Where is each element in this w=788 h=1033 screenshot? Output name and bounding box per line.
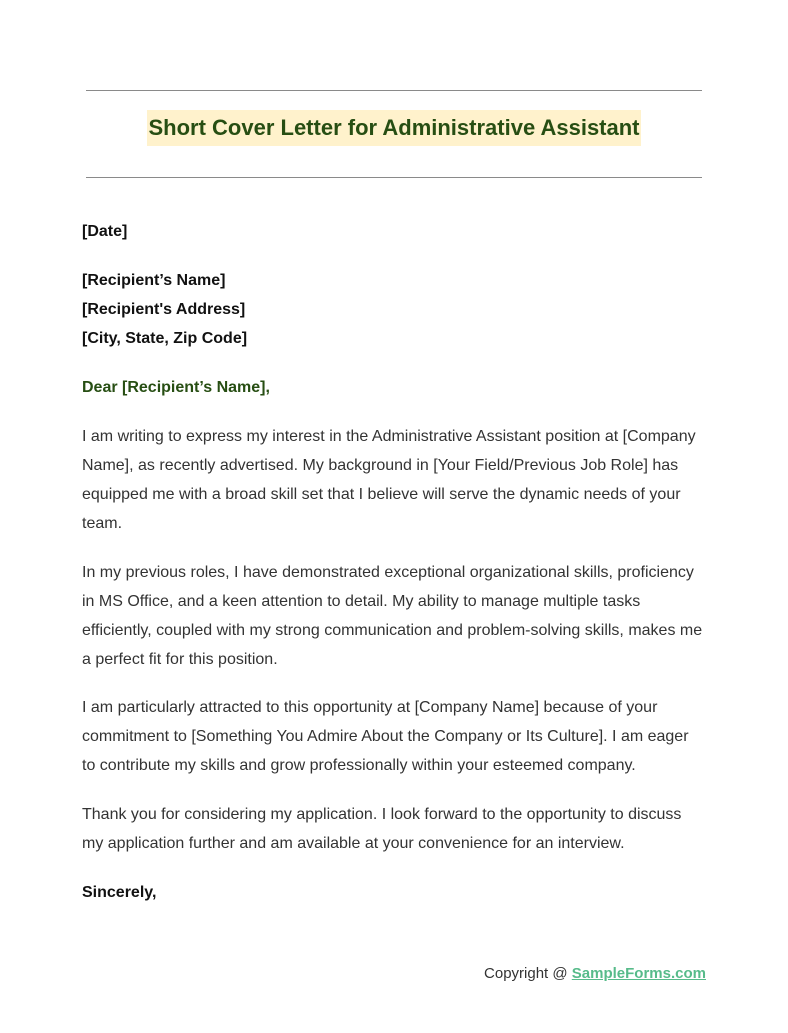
copyright-footer xyxy=(484,962,706,986)
date-block xyxy=(82,217,706,246)
date-placeholder: [Date] xyxy=(82,223,128,240)
body-paragraph-4 xyxy=(82,800,706,858)
closing: Sincerely, xyxy=(82,884,157,901)
body-paragraph-3 xyxy=(82,693,706,780)
paragraph-text: Thank you for considering my application. I look forward to the opportunity to discuss my application further and am available at your convenience for an interview. xyxy=(82,806,682,852)
title-container xyxy=(0,110,788,146)
greeting-block xyxy=(82,373,706,402)
brand-link[interactable]: SampleForms.com xyxy=(571,965,706,982)
recipient-address: [Recipient's Address] xyxy=(82,301,246,318)
closing-block xyxy=(82,878,706,907)
paragraph-text: I am particularly attracted to this opportunity at [Company Name] because of your commitment to [Something You Admire About the Company or Its Culture]. I am eager to contribute my skills and grow professionally within your esteemed company. xyxy=(82,699,689,774)
copyright-prefix: Copyright @ xyxy=(484,965,572,982)
document-title: Short Cover Letter for Administrative Assistant xyxy=(147,110,640,146)
body-paragraph-2 xyxy=(82,558,706,674)
top-divider xyxy=(86,90,702,91)
salutation: Dear [Recipient’s Name], xyxy=(82,379,270,396)
body-paragraph-1 xyxy=(82,422,706,538)
recipient-block xyxy=(82,266,706,353)
recipient-city-state-zip: [City, State, Zip Code] xyxy=(82,330,248,347)
paragraph-text: In my previous roles, I have demonstrated exceptional organizational skills, proficiency in MS Office, and a keen attention to detail. My ability to manage multiple tasks efficiently, coupled with my strong communication and problem-solving skills, makes me a perfect fit for this position. xyxy=(82,564,703,668)
recipient-name: [Recipient’s Name] xyxy=(82,272,226,289)
paragraph-text: I am writing to express my interest in the Administrative Assistant position at [Company Name], as recently advertised. My background in [Your Field/Previous Job Role] has equipped me with a broad skill set that I believe will serve the dynamic needs of your team. xyxy=(82,428,696,532)
bottom-divider xyxy=(86,177,702,178)
